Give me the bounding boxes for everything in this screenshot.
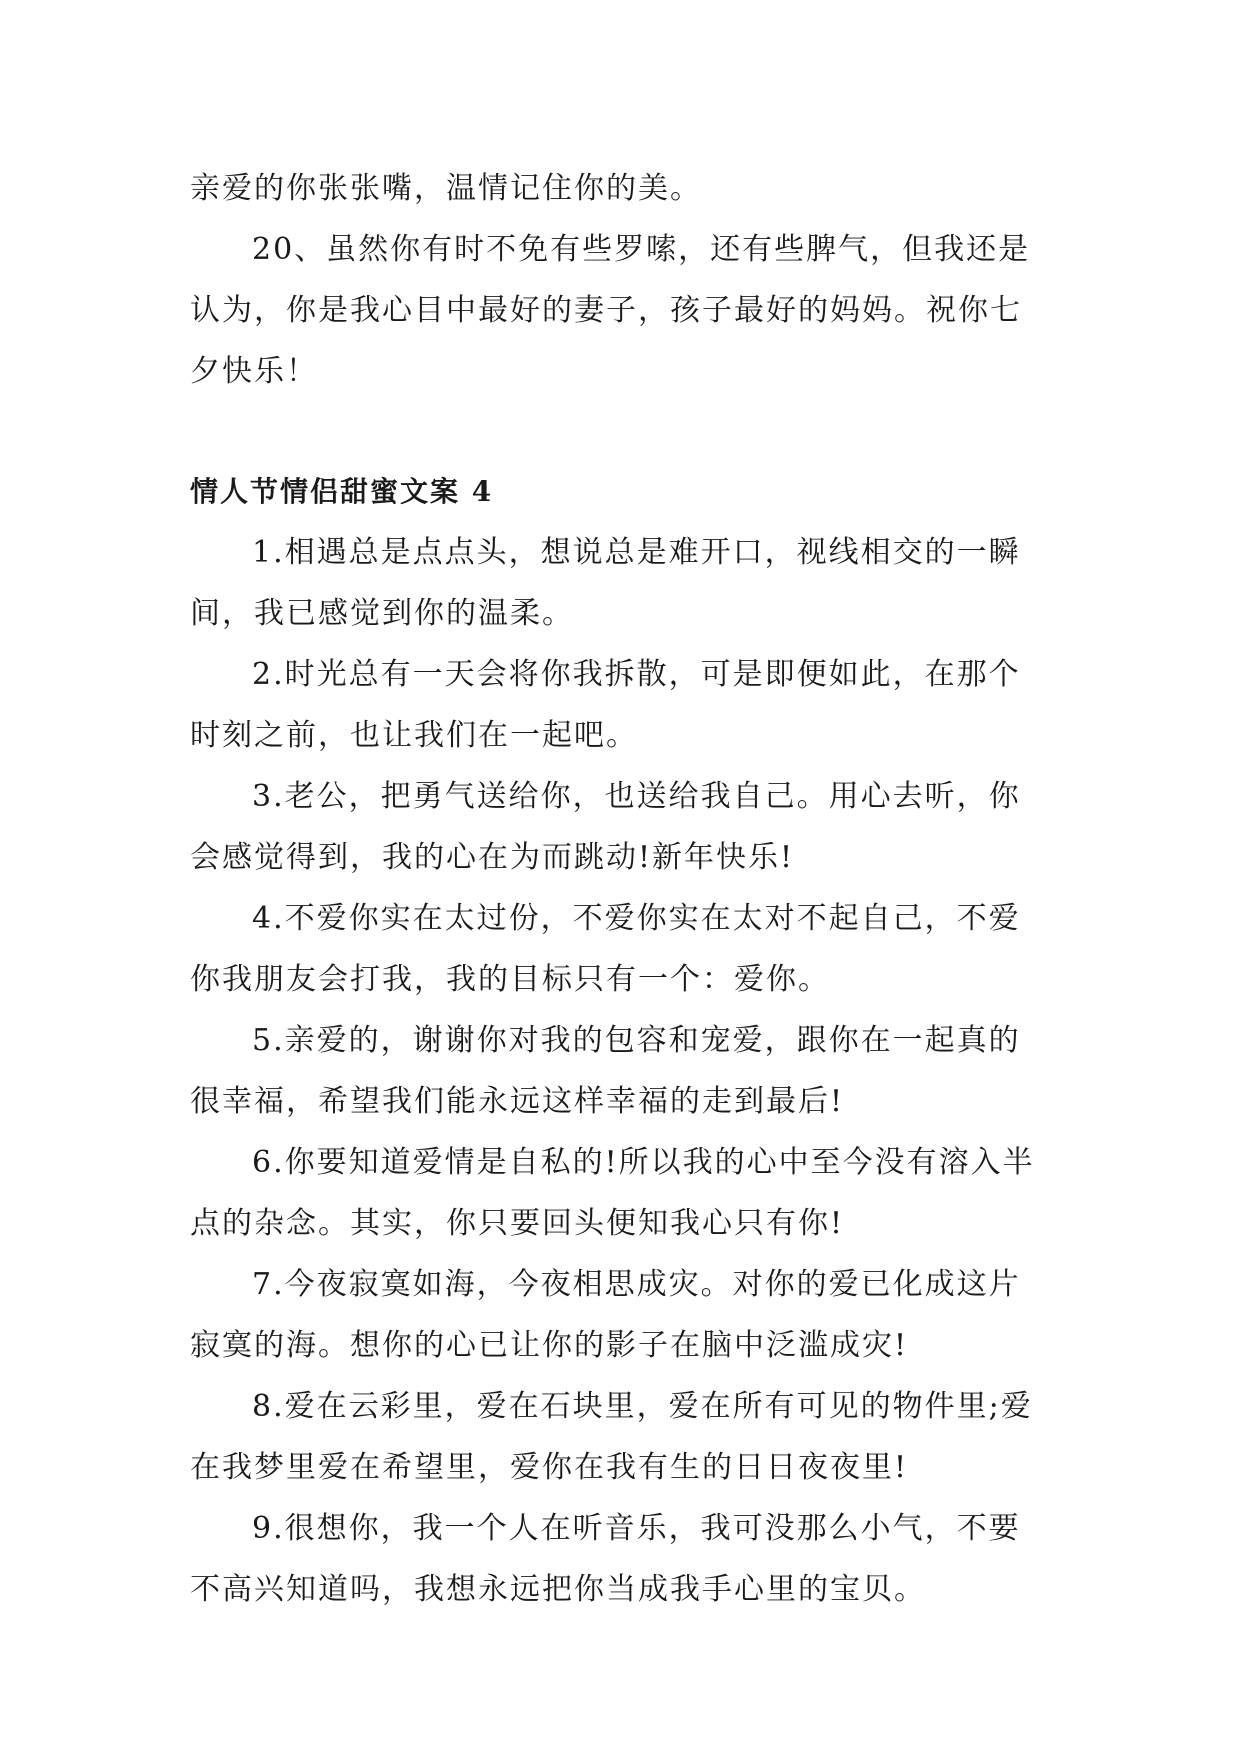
- list-item: 6.你要知道爱情是自私的!所以我的心中至今没有溶入半点的杂念。其实，你只要回头便知我心只有你!: [190, 1145, 1035, 1241]
- list-item: 2.时光总有一天会将你我拆散，可是即便如此，在那个时刻之前，也让我们在一起吧。: [190, 657, 1021, 753]
- list-item: 1.相遇总是点点头，想说总是难开口，视线相交的一瞬间，我已感觉到你的温柔。: [190, 535, 1021, 631]
- list-item: 9.很想你，我一个人在听音乐，我可没那么小气，不要不高兴知道吗，我想永远把你当成我手心里的宝贝。: [190, 1511, 1021, 1607]
- intro-line: 亲爱的你张张嘴，温情记住你的美。: [190, 171, 702, 206]
- section-heading: 情人节情侣甜蜜文案 4: [190, 475, 494, 508]
- list-item: 3.老公，把勇气送给你，也送给我自己。用心去听，你会感觉得到，我的心在为而跳动!新年快乐!: [190, 779, 1021, 875]
- list-item: 5.亲爱的，谢谢你对我的包容和宠爱，跟你在一起真的很幸福，希望我们能永远这样幸福的走到最后!: [190, 1023, 1021, 1119]
- list-item: 7.今夜寂寞如海，今夜相思成灾。对你的爱已化成这片寂寞的海。想你的心已让你的影子在脑中泛滥成灾!: [190, 1267, 1021, 1363]
- list-item: 4.不爱你实在太过份，不爱你实在太对不起自己，不爱你我朋友会打我，我的目标只有一个：爱你。: [190, 901, 1021, 997]
- list-item-20: 20、虽然你有时不免有些罗嗦，还有些脾气，但我还是认为，你是我心目中最好的妻子，孩子最好的妈妈。祝你七夕快乐！: [190, 232, 1031, 389]
- document-body: [190, 158, 1050, 1620]
- list-item: 8.爱在云彩里，爱在石块里，爱在所有可见的物件里;爱在我梦里爱在希望里，爱你在我有生的日日夜夜里!: [190, 1389, 1033, 1485]
